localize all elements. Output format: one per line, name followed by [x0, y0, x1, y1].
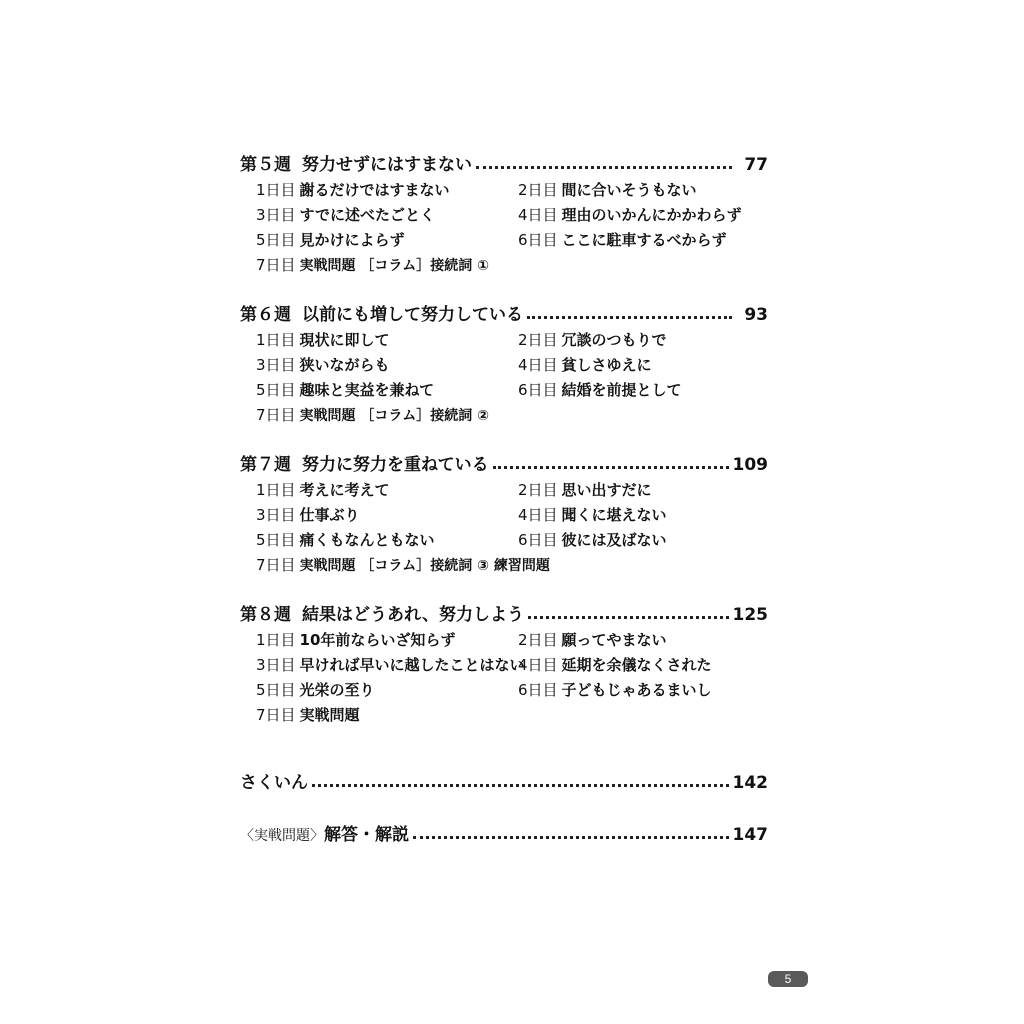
answers-prefix: 〈実戦問題〉	[240, 828, 324, 844]
day-list	[240, 478, 768, 578]
dot-leader	[527, 316, 732, 319]
day-number: 1日目	[256, 181, 296, 199]
day-title: 実戦問題 ［コラム］接続詞 ③ 練習問題	[299, 558, 550, 574]
day-number: 1日目	[256, 631, 296, 649]
day-number: 2日目	[518, 331, 558, 349]
day-number: 5日目	[256, 531, 296, 549]
day-title: 狭いながらも	[299, 356, 390, 374]
day-number: 7日目	[256, 556, 296, 574]
answers-label: 解答・解説	[324, 825, 409, 845]
day-title: ここに駐車するべからず	[561, 231, 727, 249]
day-list	[240, 628, 768, 728]
day-title: 実戦問題 ［コラム］接続詞 ②	[299, 408, 490, 424]
dot-leader	[493, 466, 729, 469]
day-item[interactable]	[256, 328, 518, 353]
day-number: 7日目	[256, 256, 296, 274]
day-number: 3日目	[256, 356, 296, 374]
day-item[interactable]	[518, 478, 780, 503]
answers-entry[interactable]	[240, 822, 768, 848]
dot-leader	[528, 616, 728, 619]
day-item[interactable]	[256, 228, 518, 253]
day-title: 冗談のつもりで	[561, 331, 667, 349]
day-number: 2日目	[518, 481, 558, 499]
day-item[interactable]	[518, 528, 780, 553]
day-item[interactable]	[256, 678, 518, 703]
day-number: 5日目	[256, 681, 296, 699]
day-title: 仕事ぶり	[299, 506, 360, 524]
day-title: 痛くもなんともない	[299, 531, 435, 549]
day-title: 見かけによらず	[299, 231, 405, 249]
day-number: 1日目	[256, 331, 296, 349]
day-number: 6日目	[518, 231, 558, 249]
day-item[interactable]	[256, 703, 780, 728]
day-title: 考えに考えて	[299, 481, 390, 499]
week-page-number: 77	[744, 155, 768, 175]
day-item[interactable]	[256, 478, 518, 503]
table-of-contents	[240, 152, 768, 848]
day-title: 趣味と実益を兼ねて	[299, 381, 435, 399]
day-number: 2日目	[518, 181, 558, 199]
day-title: 延期を余儀なくされた	[561, 656, 712, 674]
day-number: 7日目	[256, 406, 296, 424]
dot-leader	[312, 784, 729, 787]
day-item[interactable]	[256, 203, 518, 228]
week-page-number: 93	[744, 305, 768, 325]
dot-leader	[413, 836, 729, 839]
day-number: 1日目	[256, 481, 296, 499]
week-label: 第７週	[240, 455, 291, 475]
week-heading[interactable]	[240, 302, 768, 328]
day-item[interactable]	[518, 378, 780, 403]
week-page-number: 125	[732, 605, 768, 625]
day-item[interactable]	[256, 253, 780, 278]
week-label: 第５週	[240, 155, 291, 175]
day-number: 4日目	[518, 506, 558, 524]
day-title: 彼には及ばない	[561, 531, 667, 549]
day-number: 6日目	[518, 381, 558, 399]
day-number: 5日目	[256, 381, 296, 399]
day-item[interactable]	[256, 628, 518, 653]
day-title: 実戦問題	[299, 706, 360, 724]
day-number: 6日目	[518, 681, 558, 699]
week-label: 第８週	[240, 605, 291, 625]
day-item[interactable]	[518, 653, 780, 678]
day-title: 思い出すだに	[561, 481, 652, 499]
day-title: 早ければ早いに越したことはない	[299, 656, 525, 674]
day-title: 10年前ならいざ知らず	[299, 631, 456, 649]
day-item[interactable]	[518, 628, 780, 653]
day-title: 謝るだけではすまない	[299, 181, 450, 199]
day-item[interactable]	[256, 178, 518, 203]
week-heading[interactable]	[240, 452, 768, 478]
day-number: 2日目	[518, 631, 558, 649]
day-item[interactable]	[256, 653, 525, 678]
day-item[interactable]	[518, 228, 780, 253]
week-section-6	[240, 302, 768, 428]
section-spacer	[240, 796, 768, 822]
week-title: 以前にも増して努力している	[302, 305, 523, 325]
day-item[interactable]	[518, 353, 780, 378]
week-title: 努力に努力を重ねている	[302, 455, 489, 475]
day-list	[240, 178, 768, 278]
week-section-8	[240, 602, 768, 728]
week-heading[interactable]	[240, 152, 768, 178]
day-title: 願ってやまない	[561, 631, 667, 649]
day-item[interactable]	[256, 528, 518, 553]
day-title: 光栄の至り	[299, 681, 375, 699]
index-entry[interactable]	[240, 770, 768, 796]
section-spacer	[240, 728, 768, 770]
week-page-number: 109	[732, 455, 768, 475]
day-number: 4日目	[518, 356, 558, 374]
day-item[interactable]	[256, 553, 780, 578]
index-label: さくいん	[240, 773, 308, 793]
day-item[interactable]	[256, 378, 518, 403]
day-number: 3日目	[256, 506, 296, 524]
day-number: 4日目	[518, 656, 558, 674]
week-title: 結果はどうあれ、努力しよう	[302, 605, 525, 625]
index-page-number: 142	[732, 773, 768, 793]
day-item[interactable]	[256, 403, 780, 428]
week-label: 第６週	[240, 305, 291, 325]
week-section-5	[240, 152, 768, 278]
day-title: 現状に即して	[299, 331, 390, 349]
day-title: 間に合いそうもない	[561, 181, 697, 199]
dot-leader	[476, 166, 732, 169]
week-section-7	[240, 452, 768, 578]
answers-page-number: 147	[732, 825, 768, 845]
section-spacer	[240, 428, 768, 452]
day-title: 子どもじゃあるまいし	[561, 681, 712, 699]
day-item[interactable]	[256, 353, 518, 378]
day-item[interactable]	[518, 503, 780, 528]
week-heading[interactable]	[240, 602, 768, 628]
day-title: 理由のいかんにかかわらず	[561, 206, 742, 224]
day-number: 3日目	[256, 656, 296, 674]
day-number: 6日目	[518, 531, 558, 549]
day-item[interactable]	[518, 203, 780, 228]
day-item[interactable]	[256, 503, 518, 528]
day-item[interactable]	[518, 328, 780, 353]
day-title: 貧しさゆえに	[561, 356, 652, 374]
page-number-badge: 5	[768, 971, 808, 987]
day-title: 聞くに堪えない	[561, 506, 667, 524]
day-number: 7日目	[256, 706, 296, 724]
day-title: すでに述べたごとく	[299, 206, 435, 224]
day-item[interactable]	[518, 178, 780, 203]
day-list	[240, 328, 768, 428]
day-title: 結婚を前提として	[561, 381, 682, 399]
day-number: 4日目	[518, 206, 558, 224]
day-title: 実戦問題 ［コラム］接続詞 ①	[299, 258, 490, 274]
section-spacer	[240, 578, 768, 602]
day-item[interactable]	[518, 678, 780, 703]
day-number: 3日目	[256, 206, 296, 224]
day-number: 5日目	[256, 231, 296, 249]
section-spacer	[240, 278, 768, 302]
week-title: 努力せずにはすまない	[302, 155, 472, 175]
